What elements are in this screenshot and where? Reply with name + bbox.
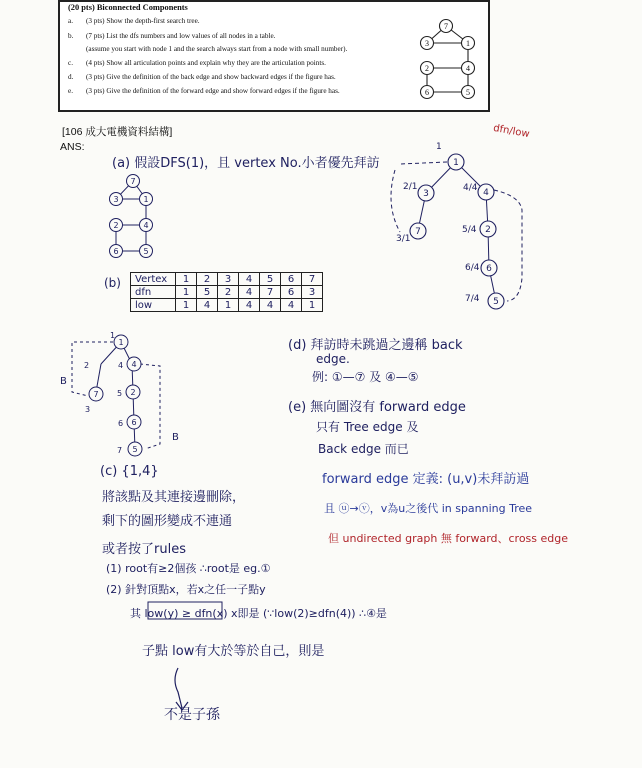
part-c-line: (c) {1,4} [100,464,159,479]
part-c-line: (2) 針對頂點x，若x之任一子點y [106,583,266,596]
part-a-text: (a) 假設DFS(1)，且 vertex No.小者優先拜訪 [112,156,380,171]
question-item-d: d. (3 pts) Give the definition of the back edge and show backward edges if the figure has. [68,73,336,81]
tree-dfn-low-label: 3/1 [396,234,411,244]
question-item-b: b. (7 pts) List the dfs numbers and low values of all nodes in a table. [68,32,276,40]
part-e-line: 只有 Tree edge 及 [316,420,419,434]
a-node-label: 3 [113,195,119,204]
left-tree-dfn-label: 4 [118,361,124,370]
tree-node-label: 4 [483,188,489,198]
tree-dfn-low-label: 4/4 [463,183,478,193]
left-tree-dfn-label: 2 [84,361,90,370]
question-item-c: c. (4 pts) Show all articulation points and explain why they are the articulation points. [68,59,326,67]
part-e-line: (e) 無向圖沒有 forward edge [288,400,466,415]
tree-node-label: 2 [485,225,491,235]
left-tree-node-label: 6 [131,418,137,427]
left-tree-node-label: 5 [132,445,138,454]
tree-node-label: 6 [486,264,492,274]
tree-dfn-low-label: 2/1 [403,182,418,192]
ans-label: ANS: [60,141,85,153]
part-c-line: (1) root有≥2個孩 ∴root是 eg.① [106,562,271,575]
a-node-label: 2 [113,221,119,230]
question-item-b-note: (assume you start with node 1 and the search always start from a node with small number). [86,45,348,53]
tree-dfn-low-label: 5/4 [462,225,477,235]
left-tree-dfn-label: 5 [117,389,123,398]
tree-dfn-low-label: 6/4 [465,263,480,273]
part-b-label: (b) [104,276,121,290]
tree-dfn-low-label: 1 [436,142,442,152]
left-tree-dfn-label: 1 [110,331,116,340]
forward-edge-def: forward edge 定義: (u,v)未拜訪過 [322,472,530,487]
question-node-label: 5 [466,88,470,97]
left-tree-node-label: 2 [130,388,136,397]
tree-node-label: 3 [423,189,429,199]
question-item-e: e. (3 pts) Give the definition of the forward edge and show forward edges if the figure has. [68,87,340,95]
part-c-note: 子點 low有大於等於自己，則是 [142,644,325,659]
table-row-vertex: Vertex 1 2 3 4 5 6 7 [131,273,323,286]
back-edge-label: B [60,376,67,387]
a-node-label: 5 [143,247,149,256]
source-tag: [106 成大電機資料結構] [62,126,173,138]
question-title: (20 pts) Biconnected Components [68,3,188,12]
part-c-line: 將該點及其連接邊刪除， [102,490,246,505]
forward-edge-def: 且 ⓤ→ⓥ，v為u之後代 in spanning Tree [324,502,533,515]
question-node-label: 6 [425,88,429,97]
table-row-low: low 1 4 1 4 4 4 1 [131,299,323,312]
left-tree-node-label: 4 [131,360,137,369]
part-e-line: Back edge 而已 [318,442,409,456]
question-node-label: 3 [425,39,429,48]
table-row-dfn: dfn 1 5 2 4 7 6 3 [131,286,323,299]
a-node-label: 4 [143,221,149,230]
left-tree-node-label: 1 [118,338,124,347]
part-c-line: 其 low(y) ≥ dfn(x) x即是 (∵low(2)≥dfn(4)) ∴④是 [130,607,387,620]
a-node-label: 6 [113,247,119,256]
tree-node-label: 7 [415,227,421,237]
corner-note: dfn/low [492,122,531,141]
part-c-note2: 不是子孫 [164,707,220,723]
left-tree-node-label: 7 [93,390,99,399]
tree-node-label: 1 [453,158,459,168]
tree-node-label: 5 [493,297,499,307]
forward-edge-note: 但 undirected graph 無 forward、cross edge [328,532,569,545]
a-node-label: 1 [143,195,149,204]
question-item-a: a. (3 pts) Show the depth-first search tree. [68,17,200,25]
tree-dfn-low-label: 7/4 [465,294,480,304]
part-d-line: edge. [316,352,350,366]
part-d-line: (d) 拜訪時未跳過之邊稱 back [288,338,463,353]
question-node-label: 2 [425,64,429,73]
part-d-line: 例: ①—⑦ 及 ④—⑤ [312,370,419,384]
back-edge-label: B [172,432,179,443]
part-c-line: 剩下的圖形變成不連通 [102,514,233,529]
question-node-label: 1 [466,39,470,48]
question-node-label: 7 [444,22,448,31]
left-tree-dfn-label: 7 [117,446,123,455]
part-c-line: 或者按了rules [102,542,186,557]
a-node-label: 7 [130,177,136,186]
left-tree-dfn-label: 6 [118,419,124,428]
left-tree-dfn-label: 3 [85,405,91,414]
dfn-low-table [130,272,323,312]
question-node-label: 4 [466,64,470,73]
